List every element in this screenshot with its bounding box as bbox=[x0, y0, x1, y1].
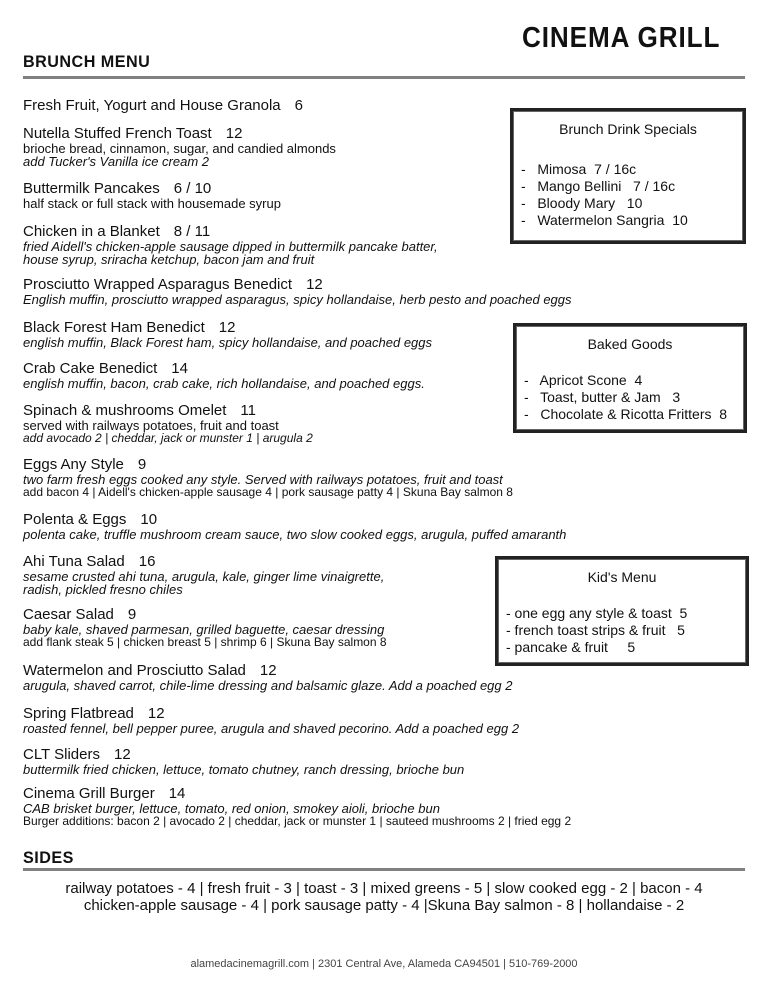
box-list-item: - Chocolate & Ricotta Fritters 8 bbox=[524, 406, 728, 422]
item-name: Buttermilk Pancakes bbox=[23, 180, 160, 197]
brunch-menu-heading: BRUNCH MENU bbox=[23, 52, 151, 71]
item-description: add flank steak 5 | chicken breast 5 | shrimp 6 | Skuna Bay salmon 8 bbox=[23, 635, 387, 649]
item-name: CLT Sliders bbox=[23, 746, 100, 763]
item-name: Caesar Salad bbox=[23, 606, 114, 623]
item-name: Ahi Tuna Salad bbox=[23, 553, 125, 570]
item-description: add avocado 2 | cheddar, jack or munster 1 | arugula 2 bbox=[23, 431, 313, 445]
item-name: Polenta & Eggs bbox=[23, 511, 127, 528]
item-description: brioche bread, cinnamon, sugar, and candied almonds bbox=[23, 141, 336, 156]
menu-item bbox=[23, 125, 336, 168]
item-price: 14 bbox=[171, 360, 188, 377]
item-description: half stack or full stack with housemade syrup bbox=[23, 196, 281, 211]
menu-item-title bbox=[23, 125, 336, 142]
box-list-item: - one egg any style & toast 5 bbox=[506, 605, 688, 621]
menu-item bbox=[23, 785, 571, 828]
item-description: add Tucker's Vanilla ice cream 2 bbox=[23, 154, 210, 169]
item-name: Nutella Stuffed French Toast bbox=[23, 125, 212, 142]
item-name: Spring Flatbread bbox=[23, 705, 134, 722]
item-description: sesame crusted ahi tuna, arugula, kale, ginger lime vinaigrette, bbox=[23, 569, 385, 584]
item-price: 12 bbox=[225, 125, 243, 142]
sides-line: railway potatoes - 4 | fresh fruit - 3 | toast - 3 | mixed greens - 5 | slow cooked egg - 2 | bacon - 4 bbox=[65, 880, 703, 897]
item-name: Fresh Fruit, Yogurt and House Granola bbox=[23, 97, 281, 114]
item-description: house syrup, sriracha ketchup, bacon jam and fruit bbox=[23, 252, 315, 267]
item-description: roasted fennel, bell pepper puree, arugula and shaved pecorino. Add a poached egg 2 bbox=[23, 721, 520, 736]
menu-item bbox=[23, 97, 303, 114]
address-phone: | 2301 Central Ave, Alameda CA94501 | 510-769-2000 bbox=[309, 958, 578, 970]
menu-item-title bbox=[23, 97, 303, 114]
box-list-item: - pancake & fruit 5 bbox=[506, 639, 636, 655]
special-box bbox=[510, 108, 746, 244]
item-description: polenta cake, truffle mushroom cream sauce, two slow cooked eggs, arugula, puffed amaranth bbox=[23, 527, 567, 542]
menu-item bbox=[23, 456, 513, 499]
menu-item-title bbox=[23, 402, 313, 419]
box-list-item: - Watermelon Sangria 10 bbox=[521, 212, 688, 228]
sides-line: chicken-apple sausage - 4 | pork sausage patty - 4 |Skuna Bay salmon - 8 | hollandaise - 2 bbox=[83, 897, 685, 914]
special-box bbox=[495, 556, 749, 666]
menu-item bbox=[23, 606, 387, 649]
box-list bbox=[516, 372, 744, 423]
box-list-item: - Bloody Mary 10 bbox=[521, 195, 643, 211]
sides-heading: SIDES bbox=[23, 848, 74, 867]
item-description: Burger additions: bacon 2 | avocado 2 | cheddar, jack or munster 1 | sauteed mushrooms 2 | fried egg 2 bbox=[23, 814, 572, 828]
menu-item bbox=[23, 360, 425, 390]
item-price: 9 bbox=[127, 606, 137, 623]
item-price: 9 bbox=[137, 456, 147, 473]
menu-item-title bbox=[23, 456, 513, 473]
item-description: fried Aidell's chicken-apple sausage dipped in buttermilk pancake batter, bbox=[23, 239, 438, 254]
menu-item-title bbox=[23, 180, 281, 197]
menu-item bbox=[23, 276, 572, 306]
item-description: add bacon 4 | Aidell's chicken-apple sausage 4 | pork sausage patty 4 | Skuna Bay salmon 8 bbox=[23, 485, 513, 499]
box-list-item: - french toast strips & fruit 5 bbox=[506, 622, 685, 638]
item-name: Chicken in a Blanket bbox=[23, 223, 160, 240]
menu-item-title bbox=[23, 705, 519, 722]
item-description: arugula, shaved carrot, chile-lime dressing and balsamic glaze. Add a poached egg 2 bbox=[23, 678, 513, 693]
box-title: Kid's Menu bbox=[587, 569, 657, 585]
menu-item bbox=[23, 705, 519, 735]
item-price: 6 / 10 bbox=[173, 180, 212, 197]
menu-item bbox=[23, 319, 432, 349]
menu-item-title bbox=[23, 360, 425, 377]
item-price: 10 bbox=[140, 511, 158, 528]
item-description: english muffin, bacon, crab cake, rich hollandaise, and poached eggs. bbox=[23, 376, 425, 391]
menu-item bbox=[23, 746, 464, 776]
box-list bbox=[513, 161, 743, 229]
item-description: english muffin, Black Forest ham, spicy hollandaise, and poached eggs bbox=[23, 335, 433, 350]
menu-item-title bbox=[23, 319, 432, 336]
footer bbox=[0, 958, 768, 970]
item-price: 12 bbox=[147, 705, 165, 722]
item-name: Crab Cake Benedict bbox=[23, 360, 158, 377]
restaurant-logo: CINEMA GRILL bbox=[522, 22, 721, 54]
menu-item-title bbox=[23, 662, 512, 679]
box-list-item: - Toast, butter & Jam 3 bbox=[524, 389, 681, 405]
item-name: Black Forest Ham Benedict bbox=[23, 319, 205, 336]
menu-item-title bbox=[23, 553, 384, 570]
box-list-item: - Mango Bellini 7 / 16c bbox=[521, 178, 676, 194]
box-list-item: - Mimosa 7 / 16c bbox=[521, 161, 637, 177]
menu-item bbox=[23, 511, 566, 541]
item-description: CAB brisket burger, lettuce, tomato, red onion, smokey aioli, brioche bun bbox=[23, 801, 440, 816]
menu-item-title bbox=[23, 223, 438, 240]
item-price: 16 bbox=[138, 553, 156, 570]
item-description: buttermilk fried chicken, lettuce, tomato chutney, ranch dressing, brioche bun bbox=[23, 762, 465, 777]
item-price: 14 bbox=[168, 785, 186, 802]
menu-item-title bbox=[23, 785, 571, 802]
sides-divider bbox=[23, 868, 745, 871]
menu-item bbox=[23, 402, 313, 445]
menu-item bbox=[23, 180, 281, 210]
item-description: radish, pickled fresno chiles bbox=[23, 582, 183, 597]
item-price: 12 bbox=[306, 276, 323, 293]
item-description: served with railways potatoes, fruit and toast bbox=[23, 418, 279, 433]
special-box bbox=[513, 323, 747, 433]
box-title: Brunch Drink Specials bbox=[559, 121, 697, 137]
item-name: Eggs Any Style bbox=[23, 456, 124, 473]
item-price: 6 bbox=[294, 97, 303, 114]
item-price: 8 / 11 bbox=[173, 223, 211, 240]
menu-item-title bbox=[23, 511, 566, 528]
item-description: two farm fresh eggs cooked any style. Served with railways potatoes, fruit and toast bbox=[23, 472, 503, 487]
item-price: 11 bbox=[240, 402, 256, 419]
item-price: 12 bbox=[113, 746, 131, 763]
menu-item bbox=[23, 223, 438, 266]
item-price: 12 bbox=[259, 662, 277, 679]
item-name: Cinema Grill Burger bbox=[23, 785, 155, 802]
item-name: Watermelon and Prosciutto Salad bbox=[23, 662, 246, 679]
menu-item bbox=[23, 662, 512, 692]
menu-item bbox=[23, 553, 384, 596]
box-title: Baked Goods bbox=[587, 336, 673, 352]
sides-list bbox=[0, 880, 768, 914]
item-name: Spinach & mushrooms Omelet bbox=[23, 402, 227, 419]
header-divider bbox=[23, 76, 745, 79]
item-description: English muffin, prosciutto wrapped asparagus, spicy hollandaise, herb pesto and poached eggs bbox=[23, 292, 572, 307]
item-name: Prosciutto Wrapped Asparagus Benedict bbox=[23, 276, 293, 293]
box-list-item: - Apricot Scone 4 bbox=[524, 372, 643, 388]
menu-item-title bbox=[23, 746, 464, 763]
item-price: 12 bbox=[218, 319, 236, 336]
menu-item-title bbox=[23, 276, 572, 293]
box-list bbox=[498, 605, 746, 656]
menu-item-title bbox=[23, 606, 387, 623]
website-link[interactable]: alamedacinemagrill.com bbox=[190, 958, 310, 970]
item-description: baby kale, shaved parmesan, grilled baguette, caesar dressing bbox=[23, 622, 385, 637]
